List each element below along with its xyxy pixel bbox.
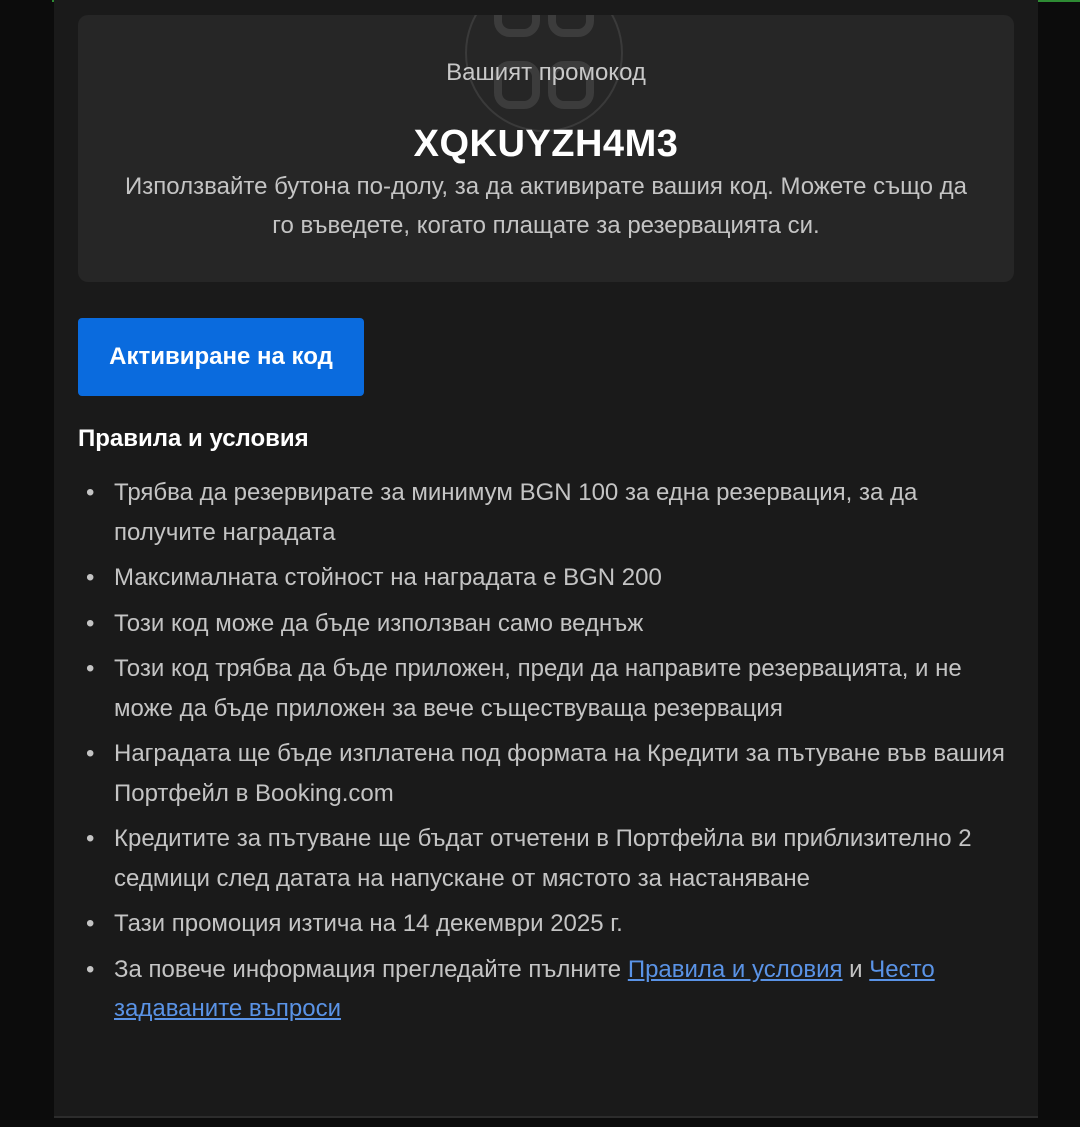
bullet-icon: • xyxy=(86,825,95,852)
bullet-icon: • xyxy=(86,910,95,937)
bullet-icon: • xyxy=(86,564,95,591)
list-item xyxy=(78,734,1008,813)
terms-item-text: Максималната стойност на наградата е BGN 200 xyxy=(114,564,662,591)
activate-code-button[interactable]: Активиране на код xyxy=(78,318,364,396)
bullet-icon: • xyxy=(86,655,95,682)
list-item xyxy=(78,819,1008,898)
email-card xyxy=(54,0,1038,1118)
bullet-icon: • xyxy=(86,955,95,983)
bullet-icon: • xyxy=(86,609,95,637)
promo-code-box xyxy=(78,15,1014,282)
bullet-icon: • xyxy=(86,740,95,767)
list-item xyxy=(78,558,1008,598)
list-item xyxy=(78,950,1008,1029)
list-item xyxy=(78,604,1008,644)
terms-item-text: Трябва да резервирате за минимум BGN 100 за една резервация, за да получите наградата xyxy=(114,479,918,546)
bullet-icon: • xyxy=(86,479,95,506)
list-item xyxy=(78,904,1008,944)
promo-code-label: Вашият промокод xyxy=(446,59,646,86)
terms-item-text: Тази промоция изтича на 14 декември 2025 г. xyxy=(114,910,623,937)
terms-item-text: Този код трябва да бъде приложен, преди да направите резервацията, и не може да бъде приложен за вече съществуваща резервация xyxy=(114,655,962,722)
terms-and-conditions-link[interactable]: Правила и условия xyxy=(627,955,843,983)
list-item xyxy=(78,473,1008,552)
terms-item-text: Кредитите за пътуване ще бъдат отчетени в Портфейла ви приблизително 2 седмици след датата на напускане от мястото за настаняване xyxy=(114,825,972,892)
promo-code-description: Използвайте бутона по-долу, за да активирате вашия код. Можете също да го въведете, когато плащате за резервацията си. xyxy=(125,173,967,239)
terms-item-text: Този код може да бъде използван само веднъж xyxy=(114,609,644,637)
terms-heading: Правила и условия xyxy=(78,425,309,452)
terms-item-conjunction: и xyxy=(842,955,870,983)
terms-item-prefix: За повече информация прегледайте пълните xyxy=(114,955,628,983)
terms-item-text: Наградата ще бъде изплатена под формата на Кредити за пътуване във вашия Портфейл в Booking.com xyxy=(114,740,1005,807)
faq-link[interactable]: Често задаваните въпроси xyxy=(114,955,935,1022)
list-item xyxy=(78,649,1008,728)
promo-code-value[interactable]: XQKUYZH4M3 xyxy=(413,123,679,165)
terms-list xyxy=(78,473,1008,1035)
